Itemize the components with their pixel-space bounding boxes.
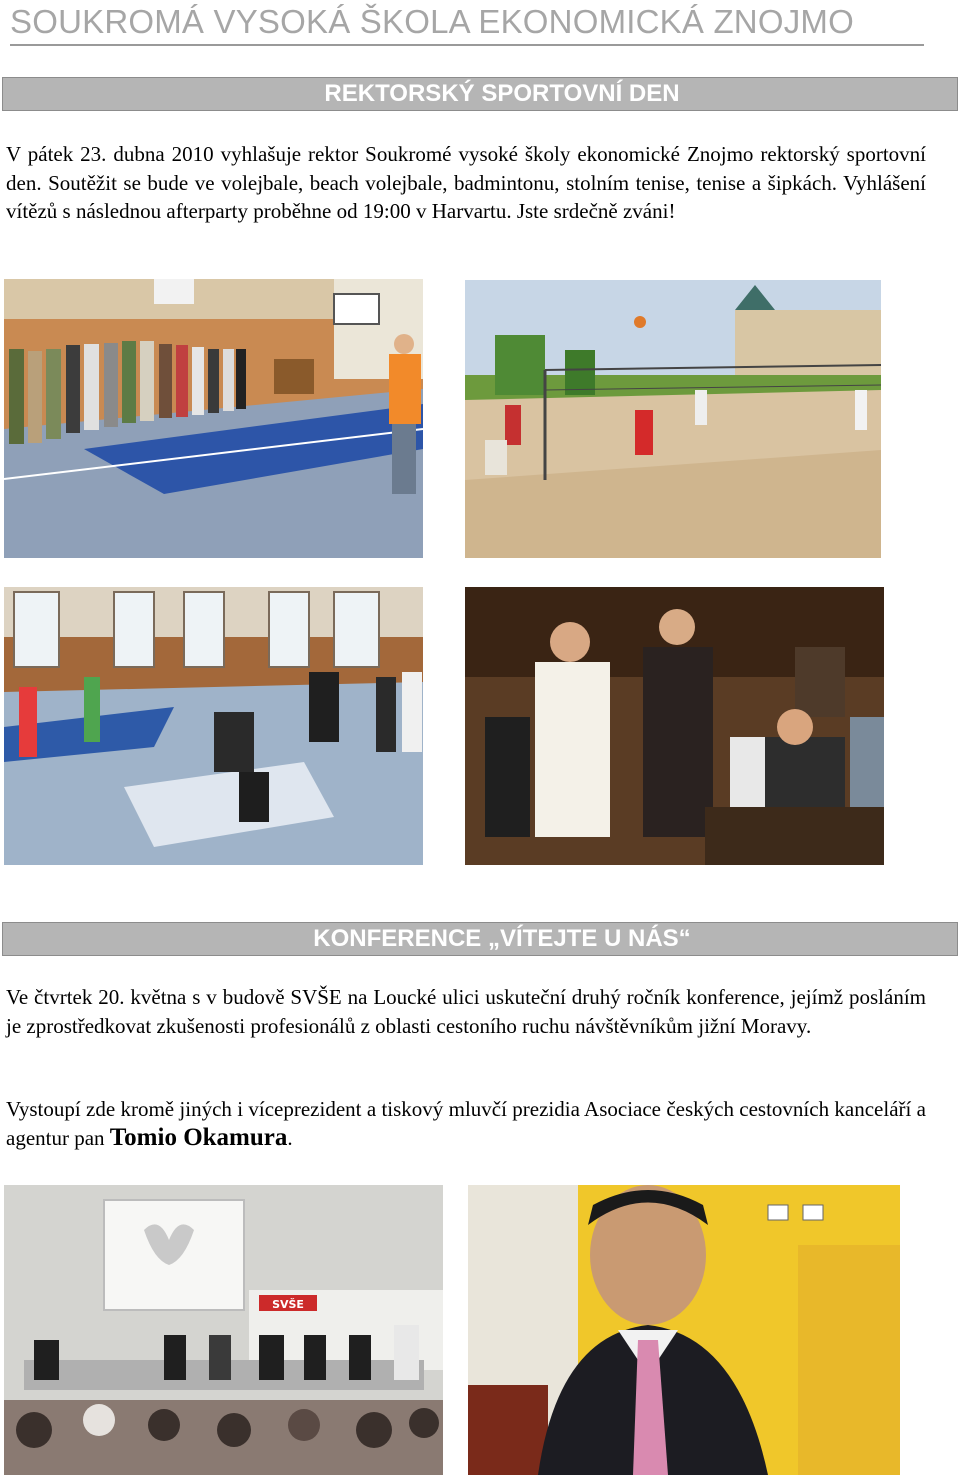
photo-conference-panel [4,1185,443,1475]
school-name: SOUKROMÁ VYSOKÁ ŠKOLA EKONOMICKÁ ZNOJMO [10,3,854,40]
sport-paragraph: V pátek 23. dubna 2010 vyhlašuje rektor Soukromé vysoké školy ekonomické Znojmo rektorský sportovní den. Soutěžit se bude ve volejbale, beach volejbale, badmintonu, stolním tenise, tenise a šipkách. Vyhlášení vítězů s následnou afterparty proběhne od 19:00 v Harvartu. Jste srdečně zváni! [6,142,926,223]
masthead [10,0,924,46]
sport-heading-text: REKTORSKÝ SPORTOVNÍ DEN [324,80,680,107]
photo-gym-lineup [4,279,423,558]
photo-award-ceremony [465,587,884,865]
conference-speaker-intro: Vystoupí zde kromě jiných i víceprezident a tiskový mluvčí prezidia Asociace českých cestovních kanceláří a agentur pan [6,1097,926,1150]
photo-beach-volleyball [465,280,881,558]
photo-speaker-portrait [468,1185,900,1475]
section-heading-conference [2,922,958,956]
conference-paragraph-end: . [287,1125,293,1150]
conference-paragraph-1: Ve čtvrtek 20. května s v budově SVŠE na Loucké ulici uskuteční druhý ročník konference, jejímž posláním je zprostředkovat zkušenosti profesionálů z oblasti cestoního ruchu návštěvníkům jižní Moravy. [6,985,926,1038]
conference-heading-text: KONFERENCE „VÍTEJTE U NÁS“ [313,925,691,952]
conference-paragraph-2 [6,1095,926,1152]
photo-gym-match [4,587,423,865]
section-heading-sport [2,77,958,111]
speaker-name: Tomio Okamura [109,1123,288,1151]
conference-backdrop-sign: SVŠE [272,1298,304,1311]
